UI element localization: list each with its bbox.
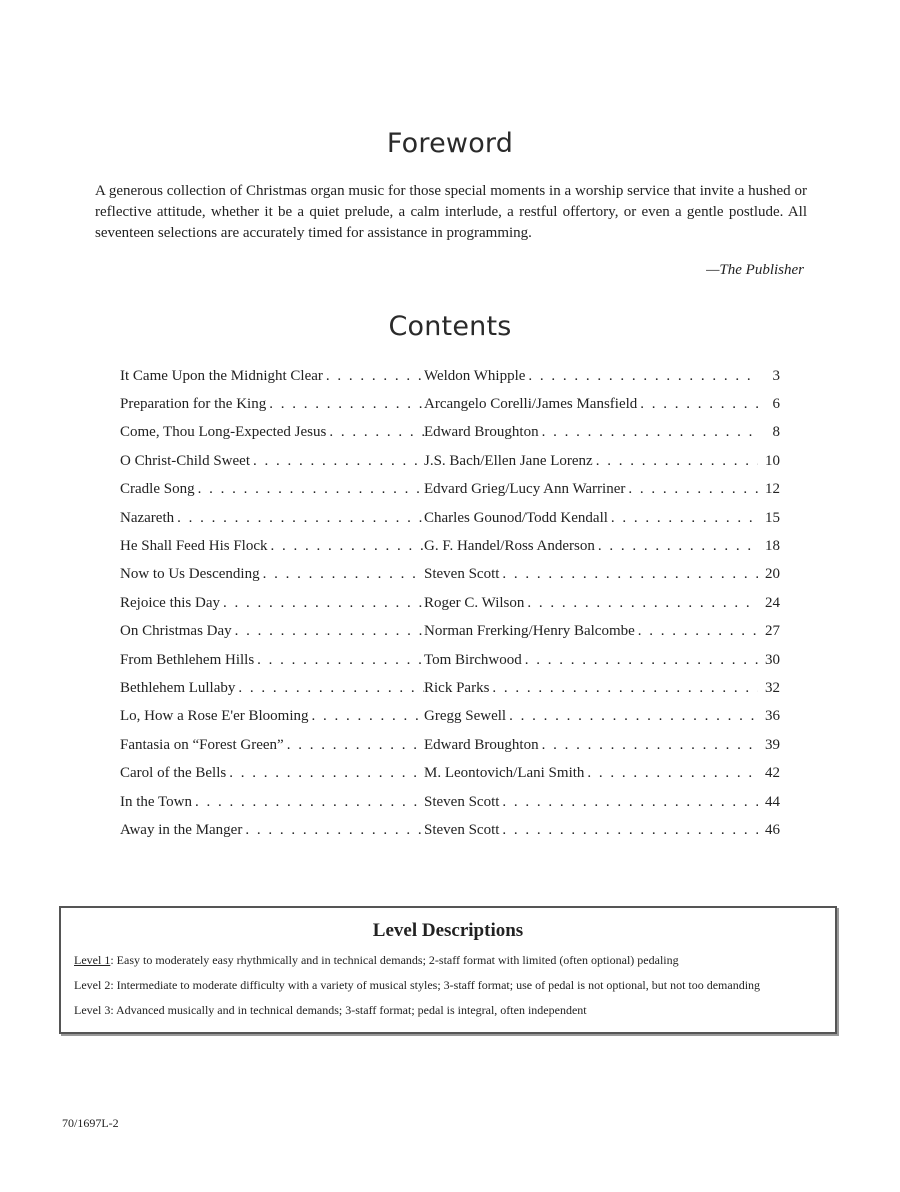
toc-entry-page: 10	[765, 452, 780, 469]
toc-title-cell	[120, 737, 424, 754]
foreword-title: Foreword	[386, 128, 514, 159]
dot-leader	[229, 765, 424, 782]
toc-entry-composer: Edvard Grieg/Lucy Ann Warriner	[424, 481, 628, 498]
toc-entry-page: 44	[765, 793, 780, 810]
toc-entry	[120, 816, 780, 844]
level-1-description	[74, 953, 679, 968]
toc-title-cell	[120, 424, 424, 441]
toc-entry-composer: G. F. Handel/Ross Anderson	[424, 538, 598, 555]
level-3-description: Level 3: Advanced musically and in technical demands; 3-staff format; pedal is integral, often independent	[74, 1003, 587, 1017]
toc-entry	[120, 674, 780, 702]
toc-entry-page: 8	[772, 424, 780, 441]
dot-leader	[611, 510, 758, 527]
contents-title: Contents	[388, 311, 512, 342]
level-1-text: : Easy to moderately easy rhythmically and in technical demands; 2-staff format with limited (often optional) pedaling	[110, 953, 679, 967]
toc-entry-page: 24	[765, 594, 780, 611]
dot-leader	[542, 424, 758, 441]
toc-entry	[120, 759, 780, 787]
dot-leader	[542, 737, 758, 754]
toc-title-cell	[120, 481, 424, 498]
toc-entry-composer: Norman Frerking/Henry Balcombe	[424, 623, 638, 640]
toc-entry-page: 32	[765, 679, 780, 696]
toc-title-cell	[120, 368, 424, 385]
toc-entry-composer: Edward Broughton	[424, 737, 542, 754]
dot-leader	[528, 368, 758, 385]
dot-leader	[587, 765, 758, 782]
toc-title-cell	[120, 566, 424, 583]
toc-composer-cell	[424, 652, 758, 669]
toc-entry-composer: Roger C. Wilson	[424, 595, 527, 612]
dot-leader	[598, 538, 758, 555]
dot-leader	[235, 623, 424, 640]
toc-entry-page: 6	[772, 396, 780, 413]
dot-leader	[638, 623, 758, 640]
toc-composer-cell	[424, 510, 758, 527]
toc-entry-title: From Bethlehem Hills	[120, 652, 257, 669]
toc-entry	[120, 788, 780, 816]
toc-title-cell	[120, 538, 424, 555]
toc-entry-composer: Edward Broughton	[424, 424, 542, 441]
toc-entry-title: In the Town	[120, 794, 195, 811]
toc-title-cell	[120, 510, 424, 527]
toc-entry-title: It Came Upon the Midnight Clear	[120, 368, 326, 385]
toc-entry	[120, 618, 780, 646]
toc-entry	[120, 419, 780, 447]
toc-entry-title: Lo, How a Rose E'er Blooming	[120, 708, 312, 725]
toc-entry-page: 46	[765, 821, 780, 838]
toc-entry	[120, 504, 780, 532]
dot-leader	[253, 453, 424, 470]
toc-entry-title: Rejoice this Day	[120, 595, 223, 612]
toc-composer-cell	[424, 481, 758, 498]
toc-entry-page: 42	[765, 765, 780, 782]
toc-entry	[120, 362, 780, 390]
dot-leader	[596, 453, 758, 470]
toc-composer-cell	[424, 794, 758, 811]
toc-entry	[120, 390, 780, 418]
level-descriptions-box	[59, 906, 837, 1034]
toc-entry	[120, 476, 780, 504]
toc-entry	[120, 731, 780, 759]
toc-entry-page: 20	[765, 566, 780, 583]
foreword-body: A generous collection of Christmas organ music for those special moments in a worship service that invite a hushed or reflective attitude, whether it be a quiet prelude, a calm interlude, a restful offertory, or even a gentle postlude. All seventeen selections are accurately timed for assistance in programming.	[95, 183, 807, 241]
dot-leader	[198, 481, 424, 498]
toc-entry-page: 3	[772, 367, 780, 384]
toc-entry-composer: Weldon Whipple	[424, 368, 528, 385]
level-1-label: Level 1	[74, 953, 111, 967]
toc-entry-title: Nazareth	[120, 510, 177, 527]
toc-title-cell	[120, 765, 424, 782]
toc-composer-cell	[424, 680, 758, 697]
dot-leader	[329, 424, 424, 441]
dot-leader	[640, 396, 758, 413]
toc-entry-title: O Christ-Child Sweet	[120, 453, 253, 470]
dot-leader	[245, 822, 424, 839]
dot-leader	[312, 708, 424, 725]
catalog-number: 70/1697L-2	[62, 1116, 119, 1130]
toc-entry-title: He Shall Feed His Flock	[120, 538, 271, 555]
dot-leader	[502, 566, 758, 583]
dot-leader	[269, 396, 424, 413]
toc-entry-title: Carol of the Bells	[120, 765, 229, 782]
toc-entry-page: 39	[765, 736, 780, 753]
toc-composer-cell	[424, 623, 758, 640]
dot-leader	[257, 652, 424, 669]
dot-leader	[509, 708, 758, 725]
toc-entry-page: 12	[765, 481, 780, 498]
toc-composer-cell	[424, 708, 758, 725]
level-descriptions-title: Level Descriptions	[372, 920, 524, 941]
toc-entry-composer: Tom Birchwood	[424, 652, 525, 669]
toc-entry-title: On Christmas Day	[120, 623, 235, 640]
dot-leader	[287, 737, 424, 754]
toc-entry-page: 27	[765, 623, 780, 640]
toc-entry-composer: Rick Parks	[424, 680, 492, 697]
toc-composer-cell	[424, 424, 758, 441]
toc-entry-title: Bethlehem Lullaby	[120, 680, 238, 697]
toc-composer-cell	[424, 396, 758, 413]
toc-entry-composer: Steven Scott	[424, 822, 502, 839]
dot-leader	[527, 595, 758, 612]
toc-entry	[120, 703, 780, 731]
dot-leader	[177, 510, 424, 527]
toc-composer-cell	[424, 538, 758, 555]
dot-leader	[502, 822, 758, 839]
dot-leader	[238, 680, 424, 697]
dot-leader	[492, 680, 758, 697]
toc-title-cell	[120, 396, 424, 413]
toc-entry-composer: Arcangelo Corelli/James Mansfield	[424, 396, 640, 413]
toc-entry	[120, 447, 780, 475]
toc-entry	[120, 532, 780, 560]
foreword-signature: —The Publisher	[706, 262, 804, 278]
toc-title-cell	[120, 708, 424, 725]
toc-entry-composer: M. Leontovich/Lani Smith	[424, 765, 587, 782]
dot-leader	[502, 794, 758, 811]
toc-entry	[120, 589, 780, 617]
dot-leader	[271, 538, 425, 555]
toc-entry-page: 36	[765, 708, 780, 725]
dot-leader	[326, 368, 424, 385]
toc-entry	[120, 561, 780, 589]
dot-leader	[525, 652, 758, 669]
dot-leader	[628, 481, 758, 498]
toc-entry-composer: Steven Scott	[424, 794, 502, 811]
toc-entry-title: Away in the Manger	[120, 822, 245, 839]
toc-composer-cell	[424, 368, 758, 385]
toc-composer-cell	[424, 737, 758, 754]
toc-composer-cell	[424, 595, 758, 612]
dot-leader	[263, 566, 424, 583]
toc-entry-composer: Steven Scott	[424, 566, 502, 583]
toc-entry-page: 15	[765, 509, 780, 526]
toc-title-cell	[120, 623, 424, 640]
toc-entry-composer: J.S. Bach/Ellen Jane Lorenz	[424, 453, 596, 470]
toc-entry-page: 30	[765, 651, 780, 668]
toc-title-cell	[120, 453, 424, 470]
toc-title-cell	[120, 822, 424, 839]
toc-title-cell	[120, 680, 424, 697]
toc-composer-cell	[424, 822, 758, 839]
toc-title-cell	[120, 595, 424, 612]
toc-entry-title: Now to Us Descending	[120, 566, 263, 583]
level-2-description: Level 2: Intermediate to moderate difficulty with a variety of musical styles; 3-staff format; use of pedal is not optional, but not too demanding	[74, 978, 761, 992]
toc-entry	[120, 646, 780, 674]
toc-composer-cell	[424, 566, 758, 583]
dot-leader	[223, 595, 424, 612]
dot-leader	[195, 794, 424, 811]
table-of-contents	[120, 362, 780, 845]
toc-composer-cell	[424, 453, 758, 470]
toc-entry-composer: Gregg Sewell	[424, 708, 509, 725]
toc-entry-composer: Charles Gounod/Todd Kendall	[424, 510, 611, 527]
toc-entry-title: Preparation for the King	[120, 396, 269, 413]
toc-entry-title: Fantasia on “Forest Green”	[120, 737, 287, 754]
toc-title-cell	[120, 652, 424, 669]
toc-composer-cell	[424, 765, 758, 782]
toc-entry-title: Come, Thou Long-Expected Jesus	[120, 424, 329, 441]
toc-title-cell	[120, 794, 424, 811]
toc-entry-title: Cradle Song	[120, 481, 198, 498]
toc-entry-page: 18	[765, 538, 780, 555]
